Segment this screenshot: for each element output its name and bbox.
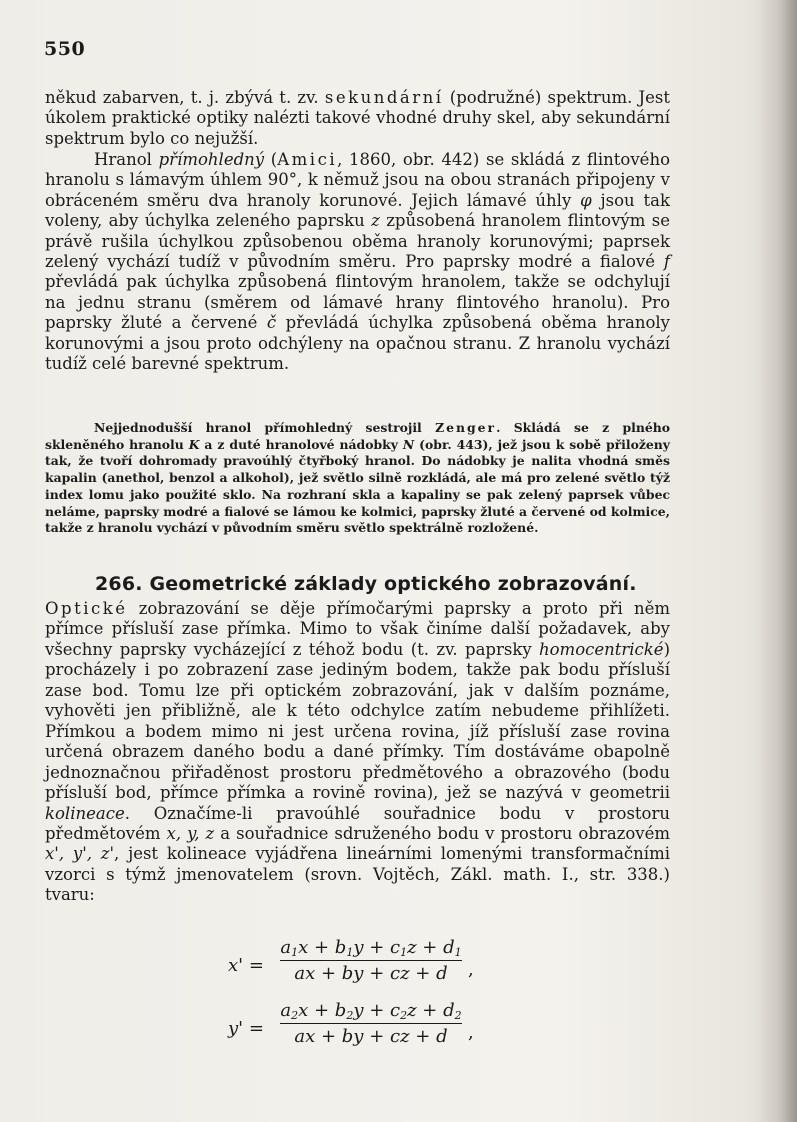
section-heading: 266. Geometrické základy optického zobrazování. — [95, 573, 637, 595]
fraction-bar — [280, 1023, 462, 1024]
paragraph-secondary-spectrum: někud zabarven, t. j. zbývá t. zv. sekundární (podružné) spektrum. Jest úkolem praktické optiky nalézti takové vhodné druhy skel, aby sekundární spektrum bylo co nejužší. — [45, 88, 671, 148]
footnote-zenger-prism: Nejjednodušší hranol přímohledný sestrojil Zenger. Skládá se z plného skleněného hranolu K a z duté hranolové nádobky N (obr. 443), jež jsou k sobě přiloženy tak, že tvoří dohromady pravoúhlý čtyřboký hranol. Do nádobky je nalita vhodná směs kapalin (anethol, benzol a alkohol), jež světlo silně rozkládá, ale má pro zelené světlo týž index lomu jako použité sklo. Na rozhraní skla a kapaliny se pak zelený paprsek vůbec neláme, paprsky modré a fialové se lámou ke kolmici, paprsky žluté a červené od kolmice, takže z hranolu vychází v původním směru světlo spektrálně rozložené. — [45, 420, 670, 536]
formula-y-prime: y' = $a_2x + b_2y + c_2z + d_2$ ax + by + cz + d , — [228, 1000, 474, 1047]
formula-denominator: ax + by + cz + d — [294, 963, 448, 984]
page-number: 550 — [44, 38, 86, 60]
paragraph-optical-imaging: Optické zobrazování se děje přímočarými paprsky a proto při něm přímce přísluší zase přímka. Mimo to však činíme další požadavek, aby všechny paprsky vycházející z téhož bodu (t. zv. paprsky homocentrické) procházely i po zobrazení zase jediným bodem, takže pak bodu přísluší zase bod. Tomu lze při optickém zobrazování, jak v dalším poznáme, vyhověti jen přibližně, ale k této odchylce zatím nebudeme přihlížeti. Přímkou a bodem mimo ni jest určena rovina, jíž přísluší zase rovina určená obrazem daného bodu a dané přímky. Tím dostáváme obapolně jednoznačnou přiřaděnost prostoru předmětového a obrazového (bodu přísluší bod, přímce přímka a rovině rovina), jež se nazývá v geometrii kolineace. Označíme-li pravoúhlé souřadnice bodu v prostoru předmětovém x, y, z a souřadnice sdruženého bodu v prostoru obrazovém x', y', z', jest kolineace vyjádřena lineárními lomenými transformačními vzorci s týmž jmenovatelem (srovn. Vojtěch, Zákl. math. I., str. 338.) tvaru: — [45, 599, 671, 905]
italic-term: přímohledný — [158, 150, 265, 169]
page-binding-shadow — [757, 0, 797, 1122]
spaced-name: Amici — [277, 150, 338, 169]
formula-x-prime: x' = $a_1x + b_1y + c_1z + d_1$ ax + by + cz + d , — [228, 937, 474, 984]
spaced-term: sekundární — [324, 88, 444, 107]
spaced-name: Zenger — [435, 420, 497, 435]
spaced-term: Optické — [45, 599, 128, 618]
formula-denominator: ax + by + cz + d — [294, 1026, 448, 1047]
paragraph-amici-prism: Hranol přímohledný (Amici, 1860, obr. 442) se skládá z flintového hranolu s lámavým úhlem 90°, k němuž jsou na obou stranách připojeny v obráceném směru dva hranoly korunové. Jejich lámavé úhly φ jsou tak voleny, aby úchylka zeleného paprsku z způsobená hranolem flintovým se právě rušila úchylkou způsobenou oběma hranoly korunovými; paprsek zelený vychází tudíž v původním směru. Pro paprsky modré a fialové f převládá pak úchylka způsobená flintovým hranolem, takže se odchylují na jednu stranu (směrem od lámavé hrany flintového hranolu). Pro paprsky žluté a červené č převládá úchylka způsobená oběma hranoly korunovými a jsou proto odchýleny na opačnou stranu. Z hranolu vychází tudíž celé barevné spektrum. — [45, 150, 671, 374]
formula-numerator: $a_1x + b_1y + c_1z + d_1$ — [280, 937, 462, 959]
formula-numerator: $a_2x + b_2y + c_2z + d_2$ — [280, 1000, 462, 1022]
fraction-bar — [280, 960, 462, 961]
